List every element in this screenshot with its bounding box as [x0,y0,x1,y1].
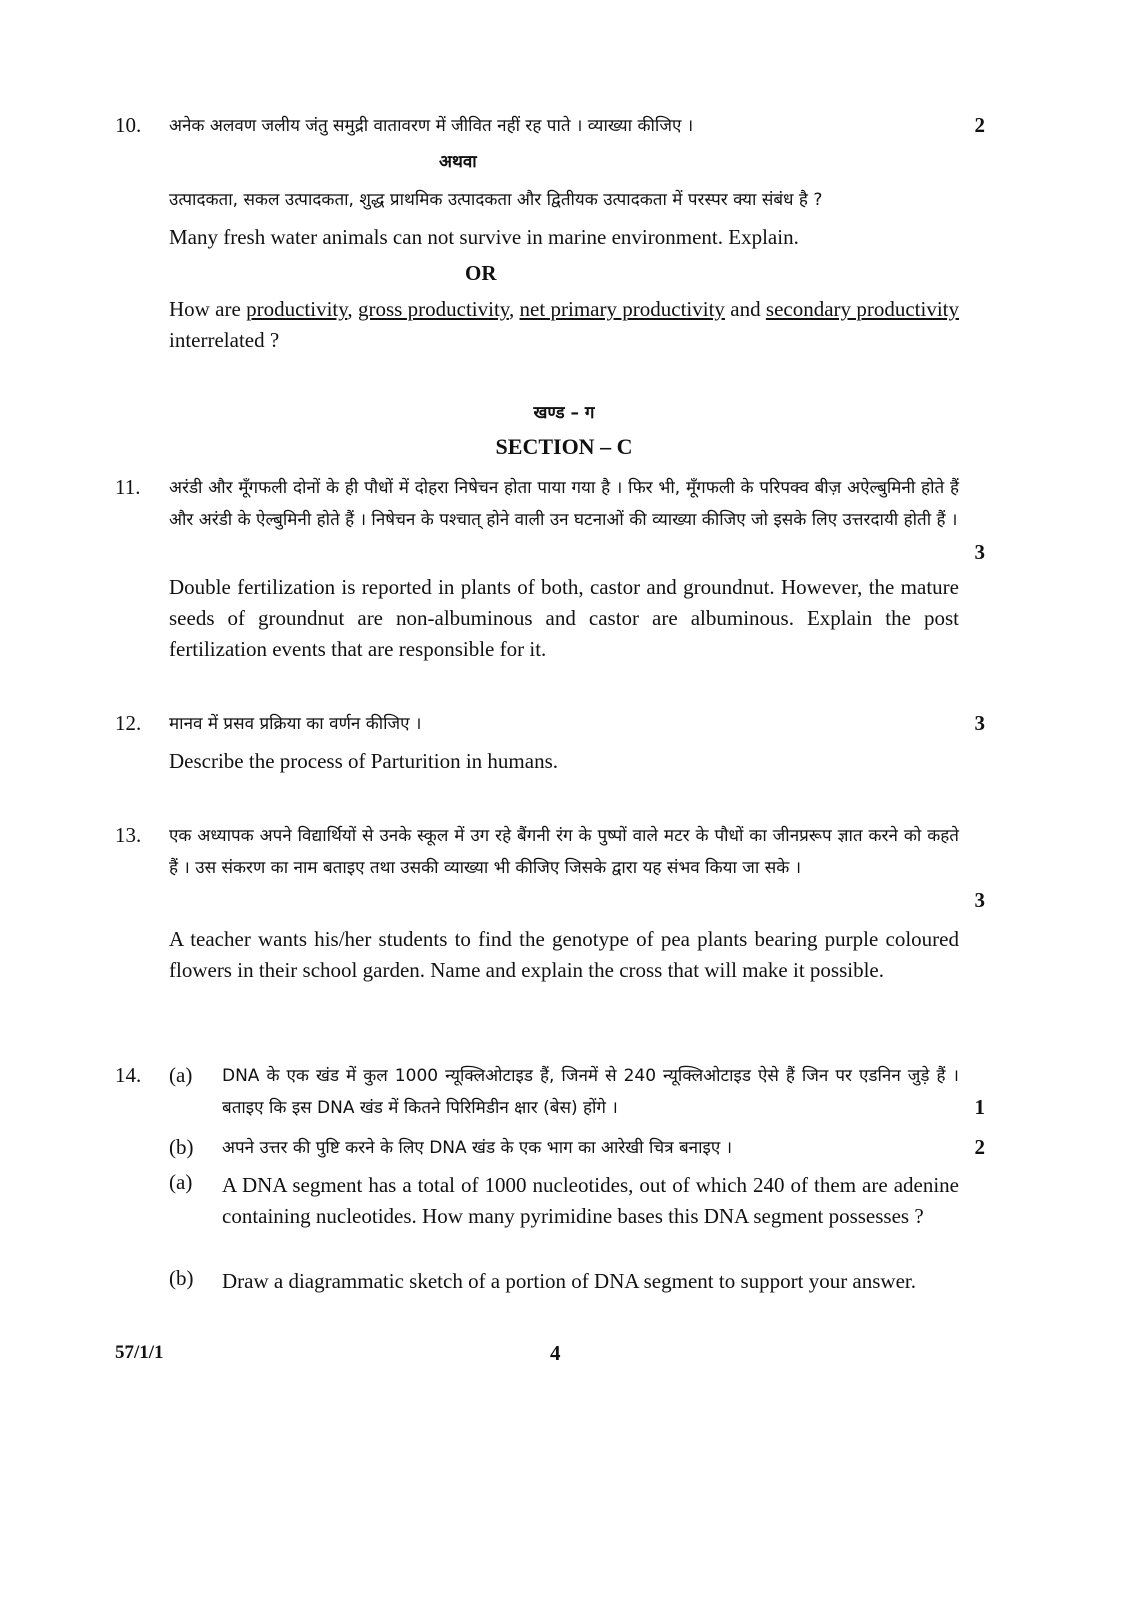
question-hindi: अनेक अलवण जलीय जंतु समुद्री वातावरण में जीवित नहीं रह पाते । व्याख्या कीजिए । [169,116,694,136]
question-11 [115,472,1015,672]
alternative-english: How are productivity, gross productivity, net primary productivity and secondary productivity interrelated ? [169,297,960,352]
question-english: Many fresh water animals can not survive in marine environment. Explain. [169,225,799,249]
page-number: 4 [550,1341,561,1365]
term-secondary-productivity: secondary productivity [765,297,960,321]
question-english: Describe the process of Parturition in humans. [169,749,558,773]
marks: 1 [974,1095,985,1119]
section-heading [169,400,959,470]
question-hindi: मानव में प्रसव प्रक्रिया का वर्णन कीजिए । [169,714,422,734]
question-14 [115,1060,1015,1330]
subquestion-hindi-b: (b) अपने उत्तर की पुष्टि करने के लिए DNA खंड के एक भाग का आरेखी चित्र बनाइए । [169,1135,733,1159]
question-hindi: एक अध्यापक अपने विद्यार्थियों से उनके स्कूल में उग रहे बैंगनी रंग के पुष्पों वाले मटर के पौधों का जीनप्ररूप ज्ञात करने को कहते हैं । उस संकरण का नाम बताइए तथा उसकी व्याख्या भी कीजिए जिसके द्वारा यह संभव किया जा सके । [169,826,959,878]
question-10 [115,110,1015,370]
marks: 2 [974,1135,985,1159]
question-number: 10. [115,113,142,137]
marks: 3 [974,540,985,564]
paper-code: 57/1/1 [115,1342,164,1363]
question-hindi: अरंडी और मूँगफली दोनों के ही पौधों में दोहरा निषेचन होता पाया गया है । फिर भी, मूँगफली के परिपक्व बीज़ अऐल्बुमिनी होते हैं और अरंडी के ऐल्बुमिनी होते हैं । निषेचन के पश्चात् होने वाली उन घटनाओं की व्याख्या कीजिए जो इसके लिए उत्तरदायी होती हैं । [169,478,959,530]
marks: 3 [974,888,985,912]
question-13 [115,820,1015,1020]
marks: 3 [974,711,985,735]
marks: 2 [974,113,985,137]
question-number: 12. [115,711,142,735]
question-number: 14. [115,1063,142,1087]
alternative-hindi: उत्पादकता, सकल उत्पादकता, शुद्ध प्राथमिक उत्पादकता और द्वितीयक उत्पादकता में परस्पर क्या संबंध है ? [169,190,823,210]
section-title-hindi: खण्ड – ग [533,403,595,423]
question-number: 13. [115,823,142,847]
question-english: A teacher wants his/her students to find the genotype of pea plants bearing purple coloured flowers in their school garden. Name and explain the cross that will make it possible. [169,927,959,982]
subquestion-hindi-a: (a) DNA के एक खंड में कुल 1000 न्यूक्लिओटाइड हैं, जिनमें से 240 न्यूक्लिओटाइड ऐसे हैं जिन पर एडनिन जुड़े हैं । बताइए कि इस DNA खंड में कितने पिरिमिडीन क्षार (बेस) होंगे । [169,1063,959,1118]
question-english: Double fertilization is reported in plants of both, castor and groundnut. However, the mature seeds of groundnut are non-albuminous and castor are albuminous. Explain the post fertilization events that are responsible for it. [169,575,959,661]
or-hindi: अथवा [439,152,477,172]
subquestion-english-b: (b) Draw a diagrammatic sketch of a portion of DNA segment to support your answer. [169,1266,916,1293]
or-english: OR [465,261,497,285]
question-number: 11. [115,475,141,499]
section-title-english: SECTION – C [495,434,633,459]
term-gross-productivity: gross productivity [357,297,509,321]
term-net-primary-productivity: net primary productivity [519,297,725,321]
term-productivity: productivity [246,297,348,321]
subquestion-english-a: (a) A DNA segment has a total of 1000 nucleotides, out of which 240 of them are adenine containing nucleotides. How many pyrimidine bases this DNA segment possesses ? [169,1170,959,1228]
question-12 [115,708,1015,788]
